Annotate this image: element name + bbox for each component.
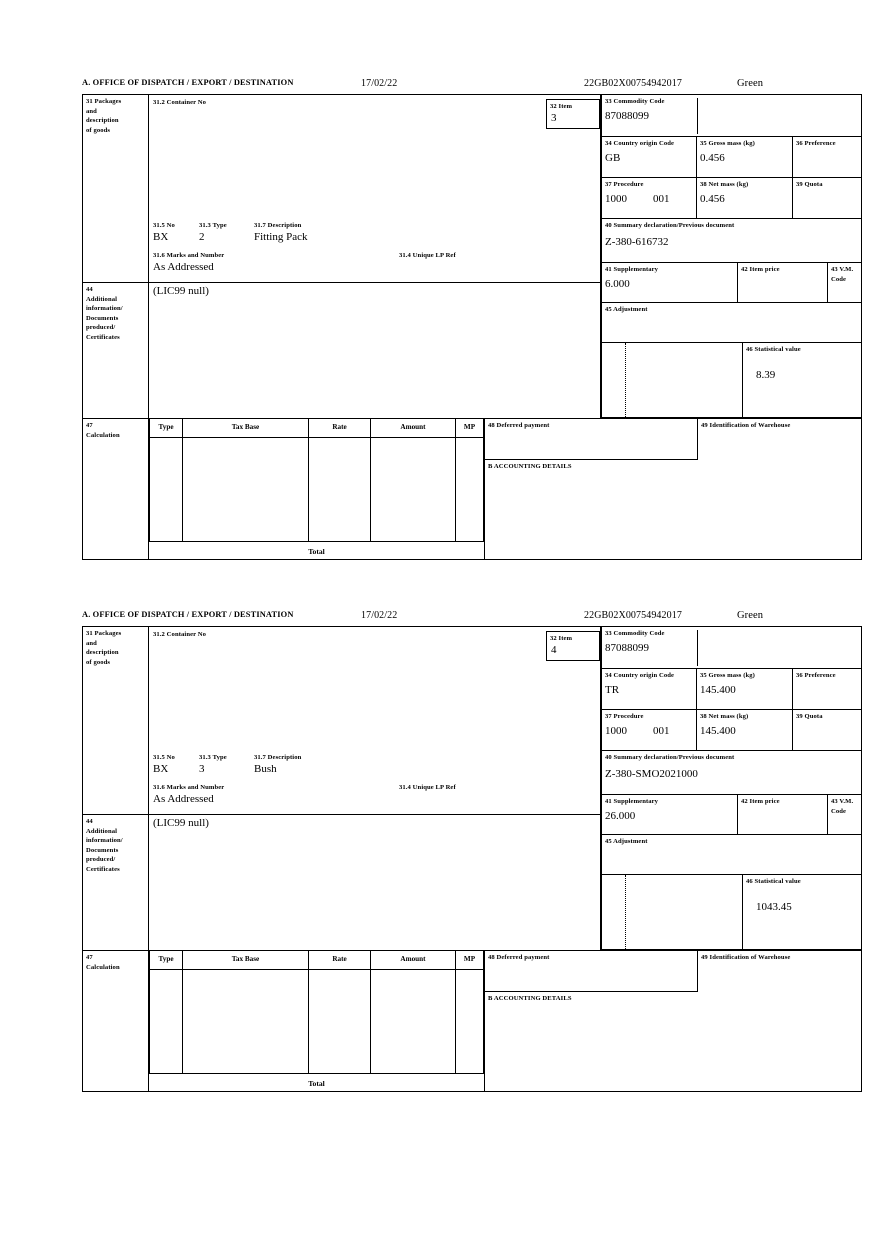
- package-description-value: Bush: [254, 763, 277, 775]
- box-33-divider: [697, 98, 698, 134]
- package-description-label: 31.7 Description: [254, 222, 302, 229]
- country-origin-value: GB: [605, 151, 621, 164]
- package-description-value: Fitting Pack: [254, 231, 308, 243]
- box-39-quota: [793, 178, 861, 219]
- box-41-supplementary: [601, 795, 738, 835]
- calc-header-amount: Amount: [371, 951, 456, 969]
- calc-body-tax-base: [183, 437, 309, 541]
- box-49-identification-warehouse: [697, 950, 861, 992]
- vm-code-label: 43 V.M. Code: [831, 798, 854, 815]
- quota-label: 39 Quota: [796, 181, 823, 188]
- item-number-value: 4: [551, 643, 557, 656]
- adjustment-label: 45 Adjustment: [605, 838, 648, 845]
- route-lane: Green: [737, 78, 764, 89]
- calc-header-amount: Amount: [371, 419, 456, 437]
- box-47-label: 47 Calculation: [83, 950, 149, 1092]
- unique-lp-ref-label: 31.4 Unique LP Ref: [399, 784, 456, 791]
- net-mass-value: 0.456: [700, 192, 725, 205]
- marks-and-number-value: As Addressed: [153, 793, 214, 805]
- box-46-region: [601, 343, 861, 418]
- vm-code-label: 43 V.M. Code: [831, 266, 854, 283]
- box-46-dotted-divider: [625, 343, 626, 417]
- country-origin-label: 34 Country origin Code: [605, 672, 675, 679]
- package-type-value: 3: [199, 763, 205, 775]
- identification-warehouse-label: 49 Identification of Warehouse: [701, 422, 791, 429]
- procedure-label: 37 Procedure: [605, 713, 644, 720]
- calculation-table: [149, 418, 484, 561]
- box-46-statistical-value: [742, 875, 862, 950]
- marks-and-number-value: As Addressed: [153, 261, 214, 273]
- additional-information-value: (LIC99 null): [153, 285, 209, 297]
- box-48-deferred-payment: [484, 950, 697, 992]
- item-price-label: 42 Item price: [741, 798, 780, 805]
- procedure-code-2: 001: [653, 724, 670, 737]
- box-36-preference: [793, 137, 861, 178]
- package-no-value: BX: [153, 763, 169, 775]
- box-46-region: [601, 875, 861, 950]
- marks-and-number-label: 31.6 Marks and Number: [153, 784, 225, 791]
- commodity-code-value: 87088099: [605, 109, 649, 122]
- calc-body-amount: [371, 969, 456, 1073]
- gross-mass-value: 0.456: [700, 151, 725, 164]
- box-44-label: 44 Additional information/ Documents produced/ Certificates: [83, 283, 149, 418]
- supplementary-value: 26.000: [605, 809, 636, 822]
- calc-header-type: Type: [149, 951, 183, 969]
- identification-warehouse-label: 49 Identification of Warehouse: [701, 954, 791, 961]
- calc-body-type: [149, 969, 183, 1073]
- box-45-adjustment: [601, 835, 861, 875]
- item-price-label: 42 Item price: [741, 266, 780, 273]
- calc-body-amount: [371, 437, 456, 541]
- form-header-1: [82, 78, 862, 94]
- package-no-label: 31.5 No: [153, 754, 175, 761]
- country-origin-value: TR: [605, 683, 620, 696]
- summary-declaration-value: Z-380-SMO2021000: [605, 767, 698, 780]
- goods-description-area: [149, 95, 601, 283]
- container-no-label: 31.2 Container No: [153, 99, 207, 106]
- box-44-label: 44 Additional information/ Documents produced/ Certificates: [83, 815, 149, 950]
- additional-information-area: [149, 815, 601, 950]
- box-33-commodity-code: [601, 627, 861, 669]
- calc-total-label: Total: [149, 1073, 484, 1093]
- box-43-vm-code: [828, 263, 861, 303]
- calc-body-rate: [309, 969, 371, 1073]
- procedure-code-2: 001: [653, 192, 670, 205]
- package-type-label: 31.3 Type: [199, 754, 227, 761]
- box-35-gross-mass: [697, 669, 793, 710]
- package-type-value: 2: [199, 231, 205, 243]
- package-description-label: 31.7 Description: [254, 754, 302, 761]
- statistical-value-amount: 8.39: [756, 368, 776, 381]
- box-49-identification-warehouse: [697, 418, 861, 460]
- summary-declaration-value: Z-380-616732: [605, 235, 669, 248]
- preference-label: 36 Preference: [796, 672, 836, 679]
- movement-reference-number: 22GB02X00754942017: [584, 78, 682, 89]
- package-no-label: 31.5 No: [153, 222, 175, 229]
- box-37-procedure: [601, 710, 697, 751]
- calc-body-mp: [456, 969, 484, 1073]
- package-type-label: 31.3 Type: [199, 222, 227, 229]
- procedure-code-1: 1000: [605, 724, 627, 737]
- calc-header-rate: Rate: [309, 951, 371, 969]
- box-42-item-price: [738, 795, 828, 835]
- procedure-code-1: 1000: [605, 192, 627, 205]
- box-31-label: 31 Packages and description of goods: [83, 95, 149, 283]
- statistical-value-label: 46 Statistical value: [746, 878, 801, 885]
- calculation-table: [149, 950, 484, 1093]
- box-b-accounting-details: [484, 460, 861, 560]
- box-32-item-number: [546, 631, 600, 661]
- summary-declaration-label: 40 Summary declaration/Previous document: [605, 222, 735, 229]
- calc-body-rate: [309, 437, 371, 541]
- net-mass-label: 38 Net mass (kg): [700, 181, 749, 188]
- box-33-divider: [697, 630, 698, 666]
- calc-body-mp: [456, 437, 484, 541]
- summary-declaration-label: 40 Summary declaration/Previous document: [605, 754, 735, 761]
- box-46-dotted-divider: [625, 875, 626, 949]
- box-34-country-origin: [601, 669, 697, 710]
- gross-mass-label: 35 Gross mass (kg): [700, 140, 755, 147]
- commodity-code-label: 33 Commodity Code: [605, 630, 665, 637]
- supplementary-label: 41 Supplementary: [605, 266, 659, 273]
- calc-header-mp: MP: [456, 419, 484, 437]
- box-41-supplementary: [601, 263, 738, 303]
- gross-mass-value: 145.400: [700, 683, 736, 696]
- calc-total-label: Total: [149, 541, 484, 561]
- declaration-form-1: [82, 78, 862, 560]
- box-38-net-mass: [697, 710, 793, 751]
- quota-label: 39 Quota: [796, 713, 823, 720]
- declaration-form-2: [82, 610, 862, 1092]
- box-33-commodity-code: [601, 95, 861, 137]
- marks-and-number-label: 31.6 Marks and Number: [153, 252, 225, 259]
- box-48-deferred-payment: [484, 418, 697, 460]
- statistical-value-label: 46 Statistical value: [746, 346, 801, 353]
- supplementary-label: 41 Supplementary: [605, 798, 659, 805]
- additional-information-value: (LIC99 null): [153, 817, 209, 829]
- commodity-code-value: 87088099: [605, 641, 649, 654]
- statistical-value-amount: 1043.45: [756, 900, 792, 913]
- office-of-dispatch-label: A. OFFICE OF DISPATCH / EXPORT / DESTINATION: [82, 78, 294, 87]
- deferred-payment-label: 48 Deferred payment: [488, 954, 550, 961]
- box-43-vm-code: [828, 795, 861, 835]
- gross-mass-label: 35 Gross mass (kg): [700, 672, 755, 679]
- calc-header-rate: Rate: [309, 419, 371, 437]
- declaration-box-1: [82, 94, 862, 560]
- box-34-country-origin: [601, 137, 697, 178]
- box-39-quota: [793, 710, 861, 751]
- box-35-gross-mass: [697, 137, 793, 178]
- item-number-value: 3: [551, 111, 557, 124]
- box-38-net-mass: [697, 178, 793, 219]
- adjustment-label: 45 Adjustment: [605, 306, 648, 313]
- commodity-code-label: 33 Commodity Code: [605, 98, 665, 105]
- box-40-summary-declaration: [601, 751, 861, 795]
- goods-description-area: [149, 627, 601, 815]
- route-lane: Green: [737, 610, 764, 621]
- deferred-payment-label: 48 Deferred payment: [488, 422, 550, 429]
- calc-header-mp: MP: [456, 951, 484, 969]
- accounting-details-label: B ACCOUNTING DETAILS: [488, 463, 572, 470]
- box-32-item-number: [546, 99, 600, 129]
- declaration-date: 17/02/22: [361, 610, 398, 621]
- box-37-procedure: [601, 178, 697, 219]
- box-47-label: 47 Calculation: [83, 418, 149, 560]
- box-40-summary-declaration: [601, 219, 861, 263]
- supplementary-value: 6.000: [605, 277, 630, 290]
- item-label: 32 Item: [550, 103, 573, 110]
- calc-header-type: Type: [149, 419, 183, 437]
- declaration-date: 17/02/22: [361, 78, 398, 89]
- procedure-label: 37 Procedure: [605, 181, 644, 188]
- box-36-preference: [793, 669, 861, 710]
- container-no-label: 31.2 Container No: [153, 631, 207, 638]
- declaration-box-2: [82, 626, 862, 1092]
- box-31-label: 31 Packages and description of goods: [83, 627, 149, 815]
- movement-reference-number: 22GB02X00754942017: [584, 610, 682, 621]
- office-of-dispatch-label: A. OFFICE OF DISPATCH / EXPORT / DESTINATION: [82, 610, 294, 619]
- net-mass-value: 145.400: [700, 724, 736, 737]
- country-origin-label: 34 Country origin Code: [605, 140, 675, 147]
- package-no-value: BX: [153, 231, 169, 243]
- box-b-accounting-details: [484, 992, 861, 1092]
- box-45-adjustment: [601, 303, 861, 343]
- calc-header-tax-base: Tax Base: [183, 951, 309, 969]
- calc-body-type: [149, 437, 183, 541]
- box-42-item-price: [738, 263, 828, 303]
- item-label: 32 Item: [550, 635, 573, 642]
- preference-label: 36 Preference: [796, 140, 836, 147]
- unique-lp-ref-label: 31.4 Unique LP Ref: [399, 252, 456, 259]
- net-mass-label: 38 Net mass (kg): [700, 713, 749, 720]
- calc-body-tax-base: [183, 969, 309, 1073]
- accounting-details-label: B ACCOUNTING DETAILS: [488, 995, 572, 1002]
- box-46-statistical-value: [742, 343, 862, 418]
- calc-header-tax-base: Tax Base: [183, 419, 309, 437]
- form-header-2: [82, 610, 862, 626]
- additional-information-area: [149, 283, 601, 418]
